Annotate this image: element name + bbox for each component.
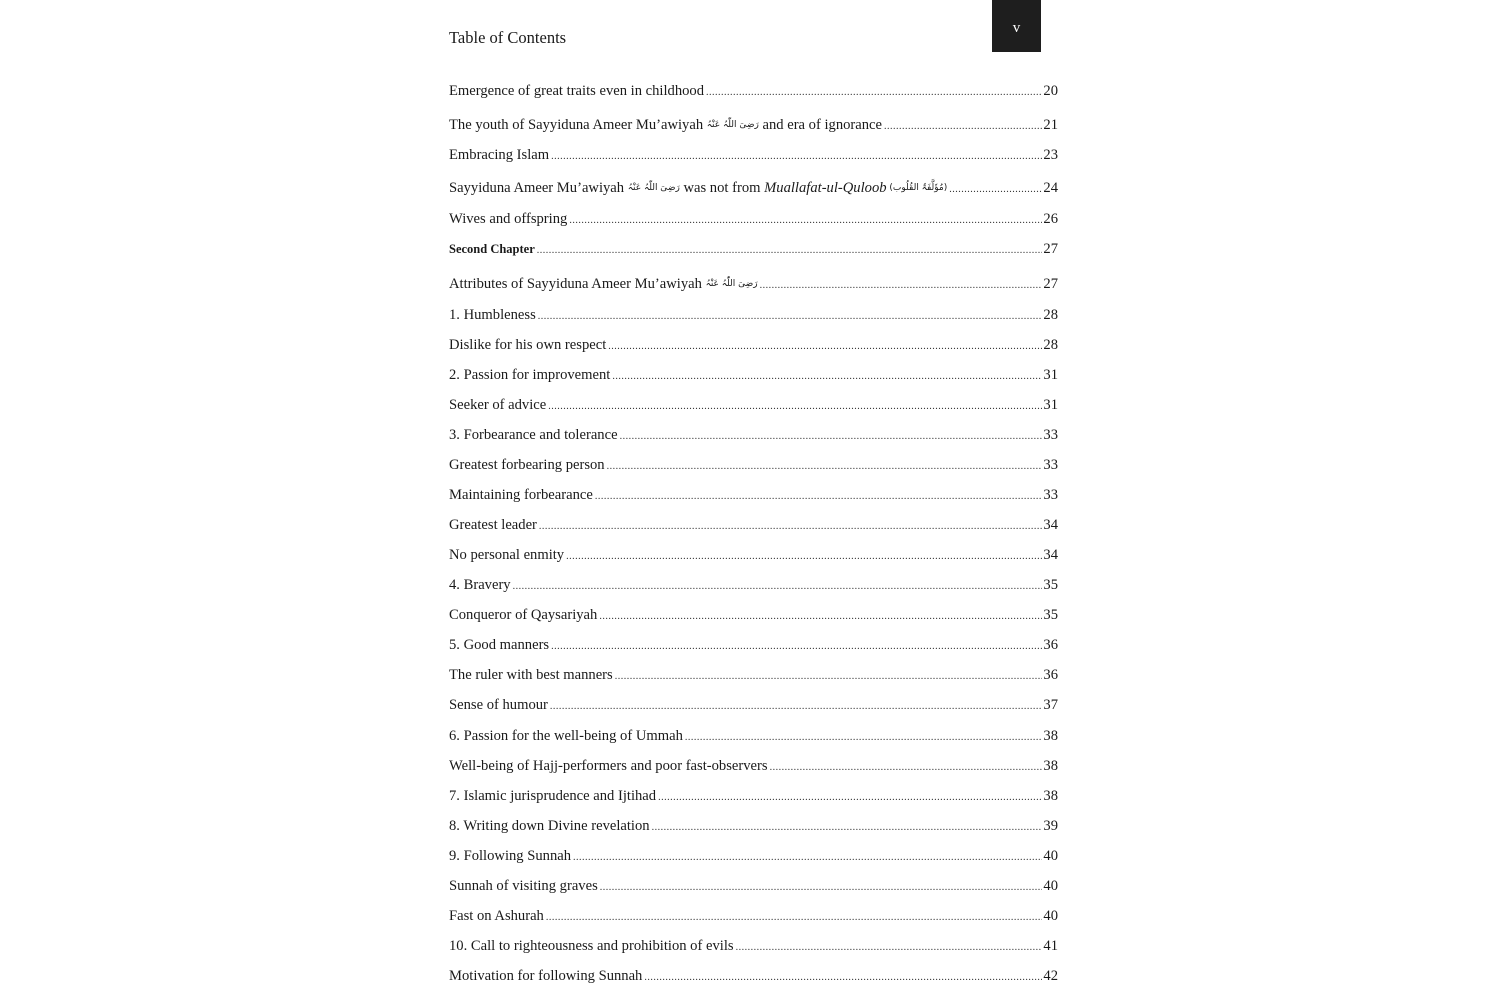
toc-entry[interactable]	[449, 693, 1058, 717]
toc-entry-title	[449, 272, 760, 296]
toc-entry[interactable]	[449, 272, 1058, 296]
toc-entry-page: 41	[1043, 938, 1058, 954]
dot-leader	[569, 209, 1042, 233]
toc-entry-title: Sense of humour	[449, 697, 548, 713]
toc-entry-page: 33	[1043, 427, 1058, 443]
toc-entry-page: 34	[1043, 547, 1058, 563]
honorific-arabic: رَضِیَ اللّٰہُ عَنْہُ	[706, 120, 759, 130]
toc-entry[interactable]	[449, 79, 1058, 103]
dot-leader	[736, 936, 1043, 960]
dot-leader	[600, 876, 1043, 900]
toc-entry-page: 23	[1043, 147, 1058, 163]
toc-entry-title: Seeker of advice	[449, 397, 547, 413]
toc-entry-title: Wives and offspring	[449, 211, 568, 227]
title-text: Attributes of Sayyiduna Ameer Mu’awiyah	[449, 276, 706, 292]
toc-entry-title: Emergence of great traits even in childhood	[449, 83, 705, 99]
dot-leader	[608, 335, 1042, 359]
toc-entry-page: 36	[1043, 637, 1058, 653]
toc-entry[interactable]	[449, 453, 1058, 477]
toc-entry-title: Second Chapter	[449, 242, 535, 256]
toc-entry-page: 21	[1043, 117, 1058, 133]
dot-leader	[537, 239, 1043, 263]
toc-entry[interactable]	[449, 543, 1058, 567]
dot-leader	[513, 575, 1043, 599]
toc-entry-page: 33	[1043, 457, 1058, 473]
toc-entry-title: The ruler with best manners	[449, 667, 613, 683]
toc-entry[interactable]	[449, 844, 1058, 868]
toc-entry-title: Greatest leader	[449, 517, 537, 533]
toc-entry-page: 42	[1043, 968, 1058, 984]
toc-entry[interactable]	[449, 176, 1058, 200]
toc-entry[interactable]	[449, 934, 1058, 958]
running-head: Table of Contents	[449, 28, 567, 47]
toc-entry-page: 38	[1043, 728, 1058, 744]
toc-entry-page: 36	[1043, 667, 1058, 683]
dot-leader	[652, 816, 1043, 840]
toc-entry-page: 38	[1043, 758, 1058, 774]
toc-entry[interactable]	[449, 663, 1058, 687]
toc-entry-title: Motivation for following Sunnah	[449, 968, 643, 984]
title-text: Sayyiduna Ameer Mu’awiyah	[449, 180, 628, 196]
toc-entry-page: 40	[1043, 848, 1058, 864]
toc-entry[interactable]	[449, 754, 1058, 778]
title-text: and era of ignorance	[758, 117, 883, 133]
honorific-arabic: رَضِیَ اللّٰہُ عَنْہُ	[627, 183, 680, 193]
toc-entry-title: 7. Islamic jurisprudence and Ijtihad	[449, 788, 657, 804]
toc-entry-page: 27	[1043, 276, 1058, 292]
toc-entry[interactable]	[449, 207, 1058, 231]
toc-chapter-heading[interactable]	[449, 237, 1058, 261]
dot-leader	[595, 485, 1043, 509]
toc-entry[interactable]	[449, 814, 1058, 838]
toc-entry[interactable]	[449, 603, 1058, 627]
toc-entry-title: Sunnah of visiting graves	[449, 878, 598, 894]
toc-entry[interactable]	[449, 303, 1058, 327]
dot-leader	[644, 966, 1042, 990]
toc-entry-page: 31	[1043, 397, 1058, 413]
toc-entry-page: 37	[1043, 697, 1058, 713]
toc-entry[interactable]	[449, 363, 1058, 387]
dot-leader	[884, 115, 1042, 139]
dot-leader	[566, 545, 1042, 569]
toc-entry[interactable]	[449, 333, 1058, 357]
toc-entry[interactable]	[449, 143, 1058, 167]
toc-entry[interactable]	[449, 513, 1058, 537]
toc-entry-title: Well-being of Hajj-performers and poor fast-observers	[449, 758, 768, 774]
dot-leader	[658, 786, 1042, 810]
toc-entry-page: 31	[1043, 367, 1058, 383]
toc-entry-title: Greatest forbearing person	[449, 457, 605, 473]
page-number-tab	[992, 0, 1041, 52]
toc-entry-page: 24	[1043, 180, 1058, 196]
page-number: v	[1012, 19, 1021, 36]
toc-entry-page: 28	[1043, 337, 1058, 353]
toc-entry[interactable]	[449, 964, 1058, 988]
toc-entry-title	[449, 113, 884, 137]
dot-leader	[550, 695, 1043, 719]
toc-entry[interactable]	[449, 724, 1058, 748]
dot-leader	[620, 425, 1043, 449]
toc-entry-title: Dislike for his own respect	[449, 337, 607, 353]
toc-entry[interactable]	[449, 874, 1058, 898]
toc-entry-title: 10. Call to righteousness and prohibition of evils	[449, 938, 734, 954]
toc-entry-title: No personal enmity	[449, 547, 565, 563]
toc-entry-title: Embracing Islam	[449, 147, 550, 163]
title-text: was not from	[679, 180, 765, 196]
toc-entry-title: 8. Writing down Divine revelation	[449, 818, 650, 834]
dot-leader	[546, 906, 1043, 930]
dot-leader	[538, 305, 1043, 329]
toc-entry-title: Maintaining forbearance	[449, 487, 593, 503]
toc-entry-page: 33	[1043, 487, 1058, 503]
toc-entry-page: 39	[1043, 818, 1058, 834]
toc-entry[interactable]	[449, 113, 1058, 137]
dot-leader	[685, 726, 1043, 750]
toc-entry[interactable]	[449, 784, 1058, 808]
dot-leader	[615, 665, 1043, 689]
toc-entry-title: 5. Good manners	[449, 637, 550, 653]
honorific-arabic: رَضِیَ اللّٰہُ عَنْہُ	[705, 279, 758, 289]
dot-leader	[770, 756, 1043, 780]
toc-entry[interactable]	[449, 423, 1058, 447]
dot-leader	[551, 145, 1042, 169]
dot-leader	[706, 81, 1042, 105]
toc-entry-page: 26	[1043, 211, 1058, 227]
toc-entry-title: 9. Following Sunnah	[449, 848, 572, 864]
dot-leader	[539, 515, 1042, 539]
dot-leader	[551, 635, 1042, 659]
toc-entry-title: 3. Forbearance and tolerance	[449, 427, 618, 443]
dot-leader	[548, 395, 1042, 419]
dot-leader	[949, 178, 1042, 202]
toc-entry-page: 38	[1043, 788, 1058, 804]
toc-entry-title: Fast on Ashurah	[449, 908, 544, 924]
toc-entry-page: 35	[1043, 607, 1058, 623]
toc-entry-title: Conqueror of Qaysariyah	[449, 607, 598, 623]
toc-entry[interactable]	[449, 393, 1058, 417]
title-italic: Muallafat-ul-Quloob	[764, 180, 887, 196]
toc-entry[interactable]	[449, 904, 1058, 928]
toc-entry-page: 40	[1043, 908, 1058, 924]
toc-entry-page: 34	[1043, 517, 1058, 533]
toc-entry-title: 4. Bravery	[449, 577, 511, 593]
toc-entry-page: 28	[1043, 307, 1058, 323]
toc-entry[interactable]	[449, 483, 1058, 507]
toc-entry[interactable]	[449, 633, 1058, 657]
dot-leader	[607, 455, 1043, 479]
dot-leader	[599, 605, 1042, 629]
toc-entry-page: 20	[1043, 83, 1058, 99]
toc-entry[interactable]	[449, 573, 1058, 597]
dot-leader	[612, 365, 1042, 389]
dot-leader	[573, 846, 1042, 870]
title-arabic-paren: (مُؤَلَّفَۃُ القُلُوب)	[886, 183, 948, 193]
toc-entry-title	[449, 176, 949, 200]
toc-entry-title: 1. Humbleness	[449, 307, 536, 323]
dot-leader	[760, 274, 1043, 298]
toc-entry-title: 6. Passion for the well-being of Ummah	[449, 728, 683, 744]
toc-entry-page: 27	[1043, 241, 1058, 257]
toc-entry-page: 40	[1043, 878, 1058, 894]
toc-entry-title: 2. Passion for improvement	[449, 367, 611, 383]
title-text: The youth of Sayyiduna Ameer Mu’awiyah	[449, 117, 707, 133]
toc-entry-page: 35	[1043, 577, 1058, 593]
